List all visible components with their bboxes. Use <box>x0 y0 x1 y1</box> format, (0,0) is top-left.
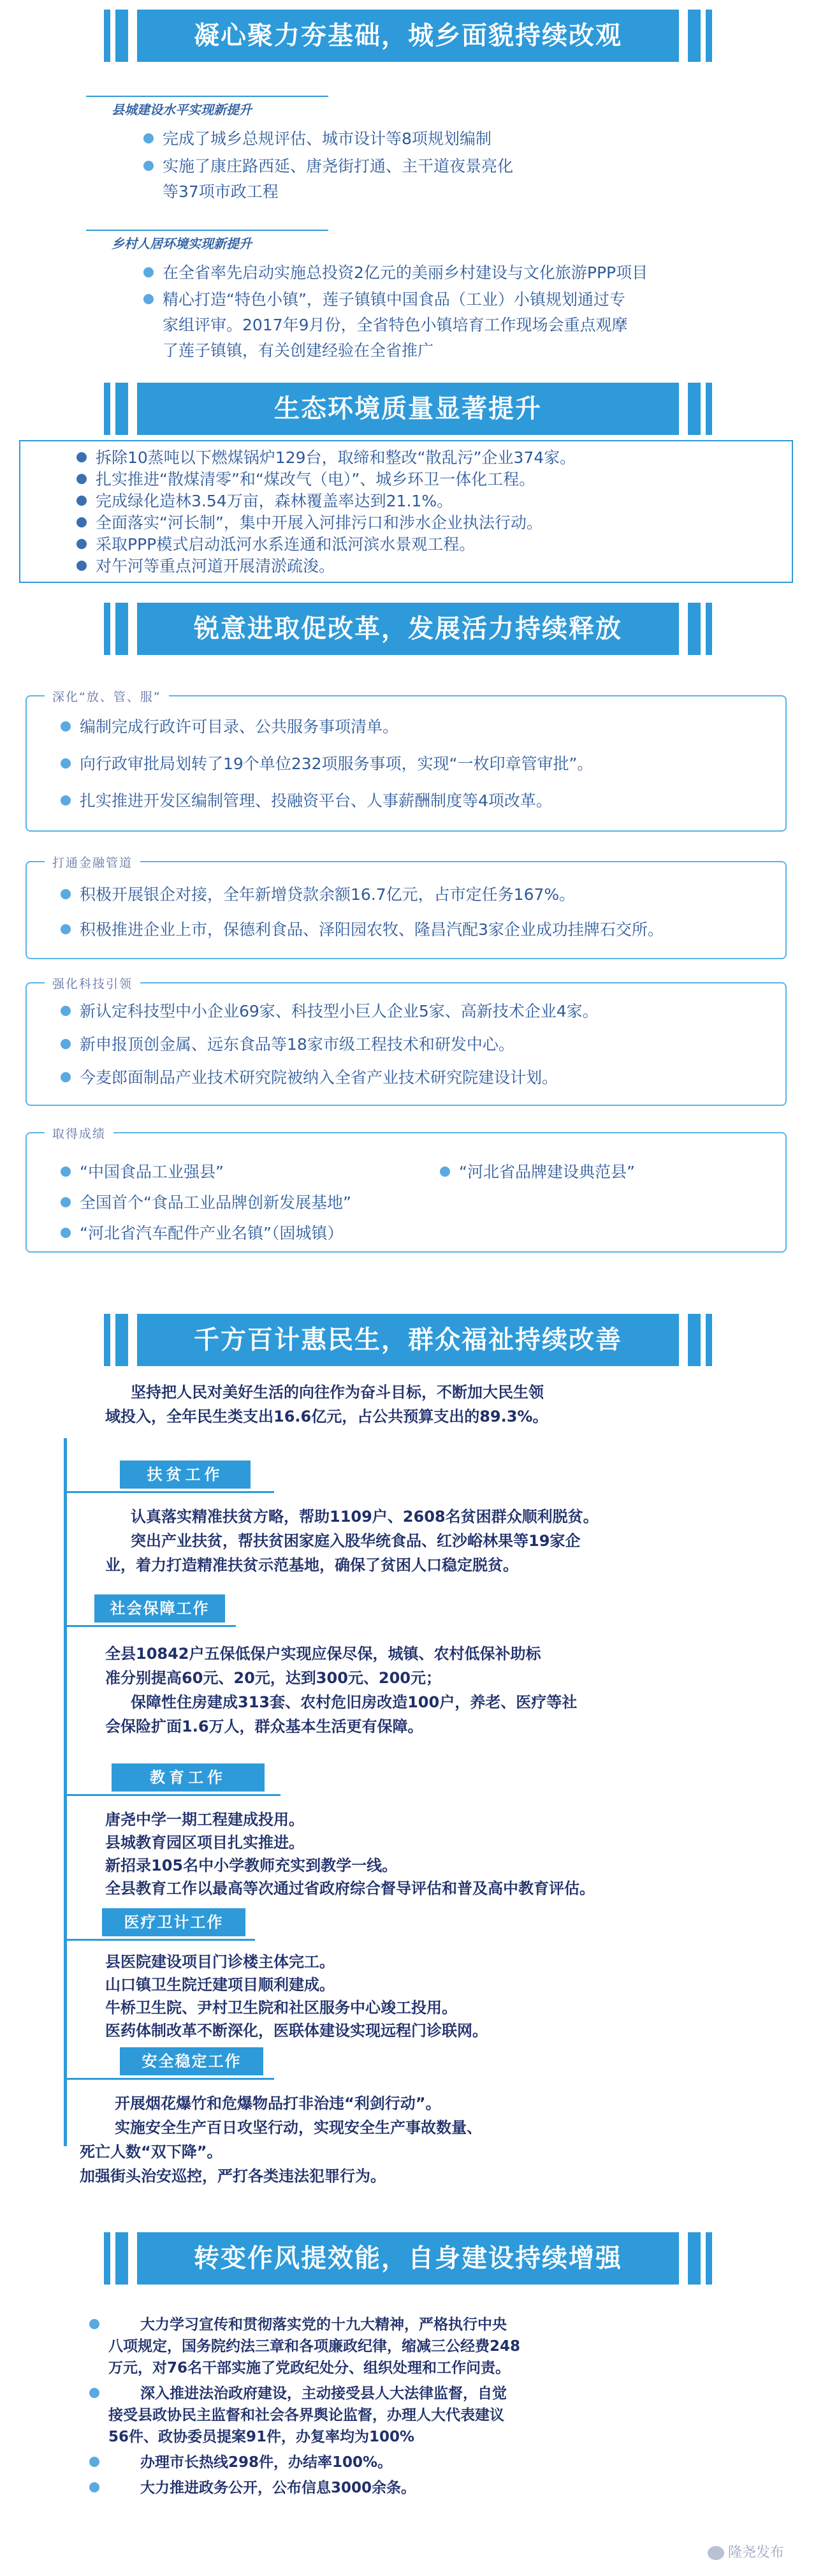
divider <box>64 1625 236 1627</box>
section4-banner <box>137 1314 679 1366</box>
s2-item: 对午河等重点河道开展清淤疏浚。 <box>76 555 335 578</box>
s5-item-cont: 八项规定，国务院约法三章和各项廉政纪律，缩减三公经费248 <box>108 2338 521 2355</box>
bullet-icon <box>61 1072 71 1082</box>
box-tech-item: 今麦郎面制品产业技术研究院被纳入全省产业技术研究院建设计划。 <box>61 1066 558 1089</box>
medical-line: 县医院建设项目门诊楼主体完工。 <box>105 1953 335 1971</box>
s5-item: 大力推进政务公开，公布信息3000余条。 <box>89 2477 416 2499</box>
box-tech-item: 新申报顶创金属、远东食品等18家市级工程技术和研发中心。 <box>61 1033 514 1056</box>
s5-item-cont: 56件、政协委员提案91件，办复率均为100% <box>108 2429 415 2445</box>
s2-item: 完成绿化造林3.54万亩，森林覆盖率达到21.1%。 <box>76 490 453 513</box>
s5-item: 办理市长热线298件，办结率100%。 <box>89 2452 392 2473</box>
s4-intro-line: 域投入，全年民生类支出16.6亿元，占公共预算支出的89.3%。 <box>105 1408 548 1425</box>
divider <box>64 1794 280 1796</box>
box-reform-item: 编制完成行政许可目录、公共服务事项清单。 <box>61 716 398 739</box>
sub1-item-cont: 等37项市政工程 <box>163 182 279 201</box>
s2-item: 采取PPP模式启动泜河水系连通和泜河滨水景观工程。 <box>76 533 475 556</box>
divider <box>64 1939 255 1941</box>
section1-banner <box>137 10 679 62</box>
box-finance-tag: 打通金融管道 <box>45 853 140 871</box>
label-safety: 安全稳定工作 <box>120 2047 263 2075</box>
sub2-title: 乡村人居环境实现新提升 <box>112 236 252 251</box>
box-reform-item: 向行政审批局划转了19个单位232项服务事项，实现“一枚印章管审批”。 <box>61 753 593 776</box>
education-line: 县城教育园区项目扎实推进。 <box>105 1834 304 1851</box>
social-line: 准分别提高60元、20元，达到300元、200元； <box>105 1669 441 1687</box>
bullet-icon <box>61 889 71 899</box>
bullet-icon <box>76 539 87 549</box>
medical-line: 牛桥卫生院、尹村卫生院和社区服务中心竣工投用。 <box>105 1999 457 2017</box>
social-line: 会保险扩面1.6万人，群众基本生活更有保障。 <box>105 1718 423 1735</box>
label-social-security: 社会保障工作 <box>94 1594 225 1623</box>
s2-item: 全面落实“河长制”，集中开展入河排污口和涉水企业执法行动。 <box>76 512 543 534</box>
s4-left-bar <box>64 1438 67 2146</box>
sub2-item: 精心打造“特色小镇”，莲子镇镇中国食品（工业）小镇规划通过专 <box>143 288 625 311</box>
box-tech-tag: 强化科技引领 <box>45 975 140 992</box>
bullet-icon <box>76 474 87 484</box>
bullet-icon <box>61 1228 71 1238</box>
bullet-icon <box>143 294 154 304</box>
s2-item: 拆除10蒸吨以下燃煤锅炉129台，取缔和整改“散乱污”企业374家。 <box>76 446 576 469</box>
s5-item: 深入推进法治政府建设，主动接受县人大法律监督，自觉 <box>89 2383 507 2404</box>
poverty-line: 认真落实精准扶贫方略，帮助1109户、2608名贫困群众顺利脱贫。 <box>131 1508 599 1526</box>
sub1-item: 实施了康庄路西延、唐尧街打通、主干道夜景亮化 <box>143 155 513 178</box>
label-medical: 医疗卫计工作 <box>102 1908 245 1936</box>
safety-line: 加强街头治安巡控，严打各类违法犯罪行为。 <box>80 2167 386 2185</box>
education-line: 全县教育工作以最高等次通过省政府综合督导评估和普及高中教育评估。 <box>105 1880 595 1897</box>
box-finance-item: 积极开展银企对接，全年新增贷款余额16.7亿元，占市定任务167%。 <box>61 883 575 906</box>
box-finance-item: 积极推进企业上市，保德利食品、泽阳园农牧、隆昌汽配3家企业成功挂牌石交所。 <box>61 918 664 941</box>
sub1-line <box>86 96 328 97</box>
bullet-icon <box>143 161 154 171</box>
wechat-icon <box>708 2546 724 2560</box>
box-reform-tag: 深化“放、管、服” <box>45 688 169 705</box>
bullet-icon <box>76 561 87 571</box>
bullet-icon <box>61 721 71 732</box>
safety-line: 死亡人数“双下降”。 <box>80 2143 222 2161</box>
watermark: 隆尧发布 <box>708 2542 784 2561</box>
achievement-item: “中国食品工业强县” <box>61 1161 224 1184</box>
section4-title: 千方百计惠民生，群众福祉持续改善 <box>194 1325 622 1355</box>
bullet-icon <box>76 496 87 506</box>
section5-title: 转变作风提效能，自身建设持续增强 <box>194 2244 622 2273</box>
achievement-item: “河北省汽车配件产业名镇”（固城镇） <box>61 1222 343 1245</box>
bullet-icon <box>76 517 87 527</box>
section3-title: 锐意进取促改革，发展活力持续释放 <box>194 614 622 644</box>
medical-line: 医药体制改革不断深化，医联体建设实现远程门诊联网。 <box>105 2022 488 2040</box>
box-finance <box>26 861 787 959</box>
bullet-icon <box>61 1167 71 1177</box>
social-line: 保障性住房建成313套、农村危旧房改造100户，养老、医疗等社 <box>131 1693 578 1711</box>
bullet-icon <box>89 2319 99 2329</box>
achievement-item: 全国首个“食品工业品牌创新发展基地” <box>61 1191 351 1214</box>
section5-banner <box>137 2232 679 2285</box>
divider <box>64 1491 274 1493</box>
box-achievements-tag: 取得成绩 <box>45 1124 113 1142</box>
social-line: 全县10842户五保低保户实现应保尽保，城镇、农村低保补助标 <box>105 1645 541 1663</box>
sub2-line <box>86 230 328 231</box>
education-line: 新招录105名中小学教师充实到教学一线。 <box>105 1857 398 1874</box>
section3-banner <box>137 603 679 655</box>
poverty-line: 突出产业扶贫，帮扶贫困家庭入股华统食品、红沙峪林果等19家企 <box>131 1532 581 1550</box>
section1-title: 凝心聚力夯基础，城乡面貌持续改观 <box>194 21 622 50</box>
safety-line: 开展烟花爆竹和危爆物品打非治违“利剑行动”。 <box>115 2094 441 2112</box>
bullet-icon <box>61 1039 71 1049</box>
bullet-icon <box>76 452 87 462</box>
sub1-title: 县城建设水平实现新提升 <box>112 102 252 117</box>
bullet-icon <box>89 2482 99 2492</box>
bullet-icon <box>89 2388 99 2398</box>
education-line: 唐尧中学一期工程建成投用。 <box>105 1811 304 1829</box>
sub1-item: 完成了城乡总规评估、城市设计等8项规划编制 <box>143 128 492 151</box>
poverty-line: 业，着力打造精准扶贫示范基地，确保了贫困人口稳定脱贫。 <box>105 1556 518 1574</box>
bullet-icon <box>143 133 154 144</box>
box-tech-item: 新认定科技型中小企业69家、科技型小巨人企业5家、高新技术企业4家。 <box>61 1000 599 1023</box>
box-reform-item: 扎实推进开发区编制管理、投融资平台、人事薪酬制度等4项改革。 <box>61 790 552 813</box>
bullet-icon <box>61 1006 71 1016</box>
medical-line: 山口镇卫生院迁建项目顺利建成。 <box>105 1976 335 1994</box>
bullet-icon <box>89 2457 99 2467</box>
s5-item: 大力学习宣传和贯彻落实党的十九大精神，严格执行中央 <box>89 2314 507 2336</box>
label-poverty: 扶贫工作 <box>120 1461 251 1489</box>
divider <box>64 2078 274 2080</box>
bullet-icon <box>61 795 71 806</box>
bullet-icon <box>143 267 154 277</box>
sub2-item: 在全省率先启动实施总投资2亿元的美丽乡村建设与文化旅游PPP项目 <box>143 261 648 284</box>
bullet-icon <box>61 924 71 934</box>
bullet-icon <box>440 1167 450 1177</box>
section2-banner <box>137 383 679 435</box>
s4-intro-line: 坚持把人民对美好生活的向往作为奋斗目标，不断加大民生领 <box>131 1383 544 1401</box>
label-education: 教育工作 <box>112 1763 265 1792</box>
s2-item: 扎实推进“散煤清零”和“煤改气（电）”、城乡环卫一体化工程。 <box>76 468 535 491</box>
bullet-icon <box>61 1197 71 1207</box>
s5-item-cont: 万元，对76名干部实施了党政纪处分、组织处理和工作问责。 <box>108 2360 511 2376</box>
sub2-item-cont: 家组评审。2017年9月份，全省特色小镇培育工作现场会重点观摩 <box>163 316 628 334</box>
achievement-item: “河北省品牌建设典范县” <box>440 1161 635 1184</box>
sub2-item-cont: 了莲子镇镇，有关创建经验在全省推广 <box>163 341 434 360</box>
bullet-icon <box>61 758 71 769</box>
safety-line: 实施安全生产百日攻坚行动，实现安全生产事故数量、 <box>115 2119 482 2137</box>
s5-item-cont: 接受县政协民主监督和社会各界舆论监督，办理人大代表建议 <box>108 2407 504 2424</box>
section2-title: 生态环境质量显著提升 <box>274 394 542 423</box>
